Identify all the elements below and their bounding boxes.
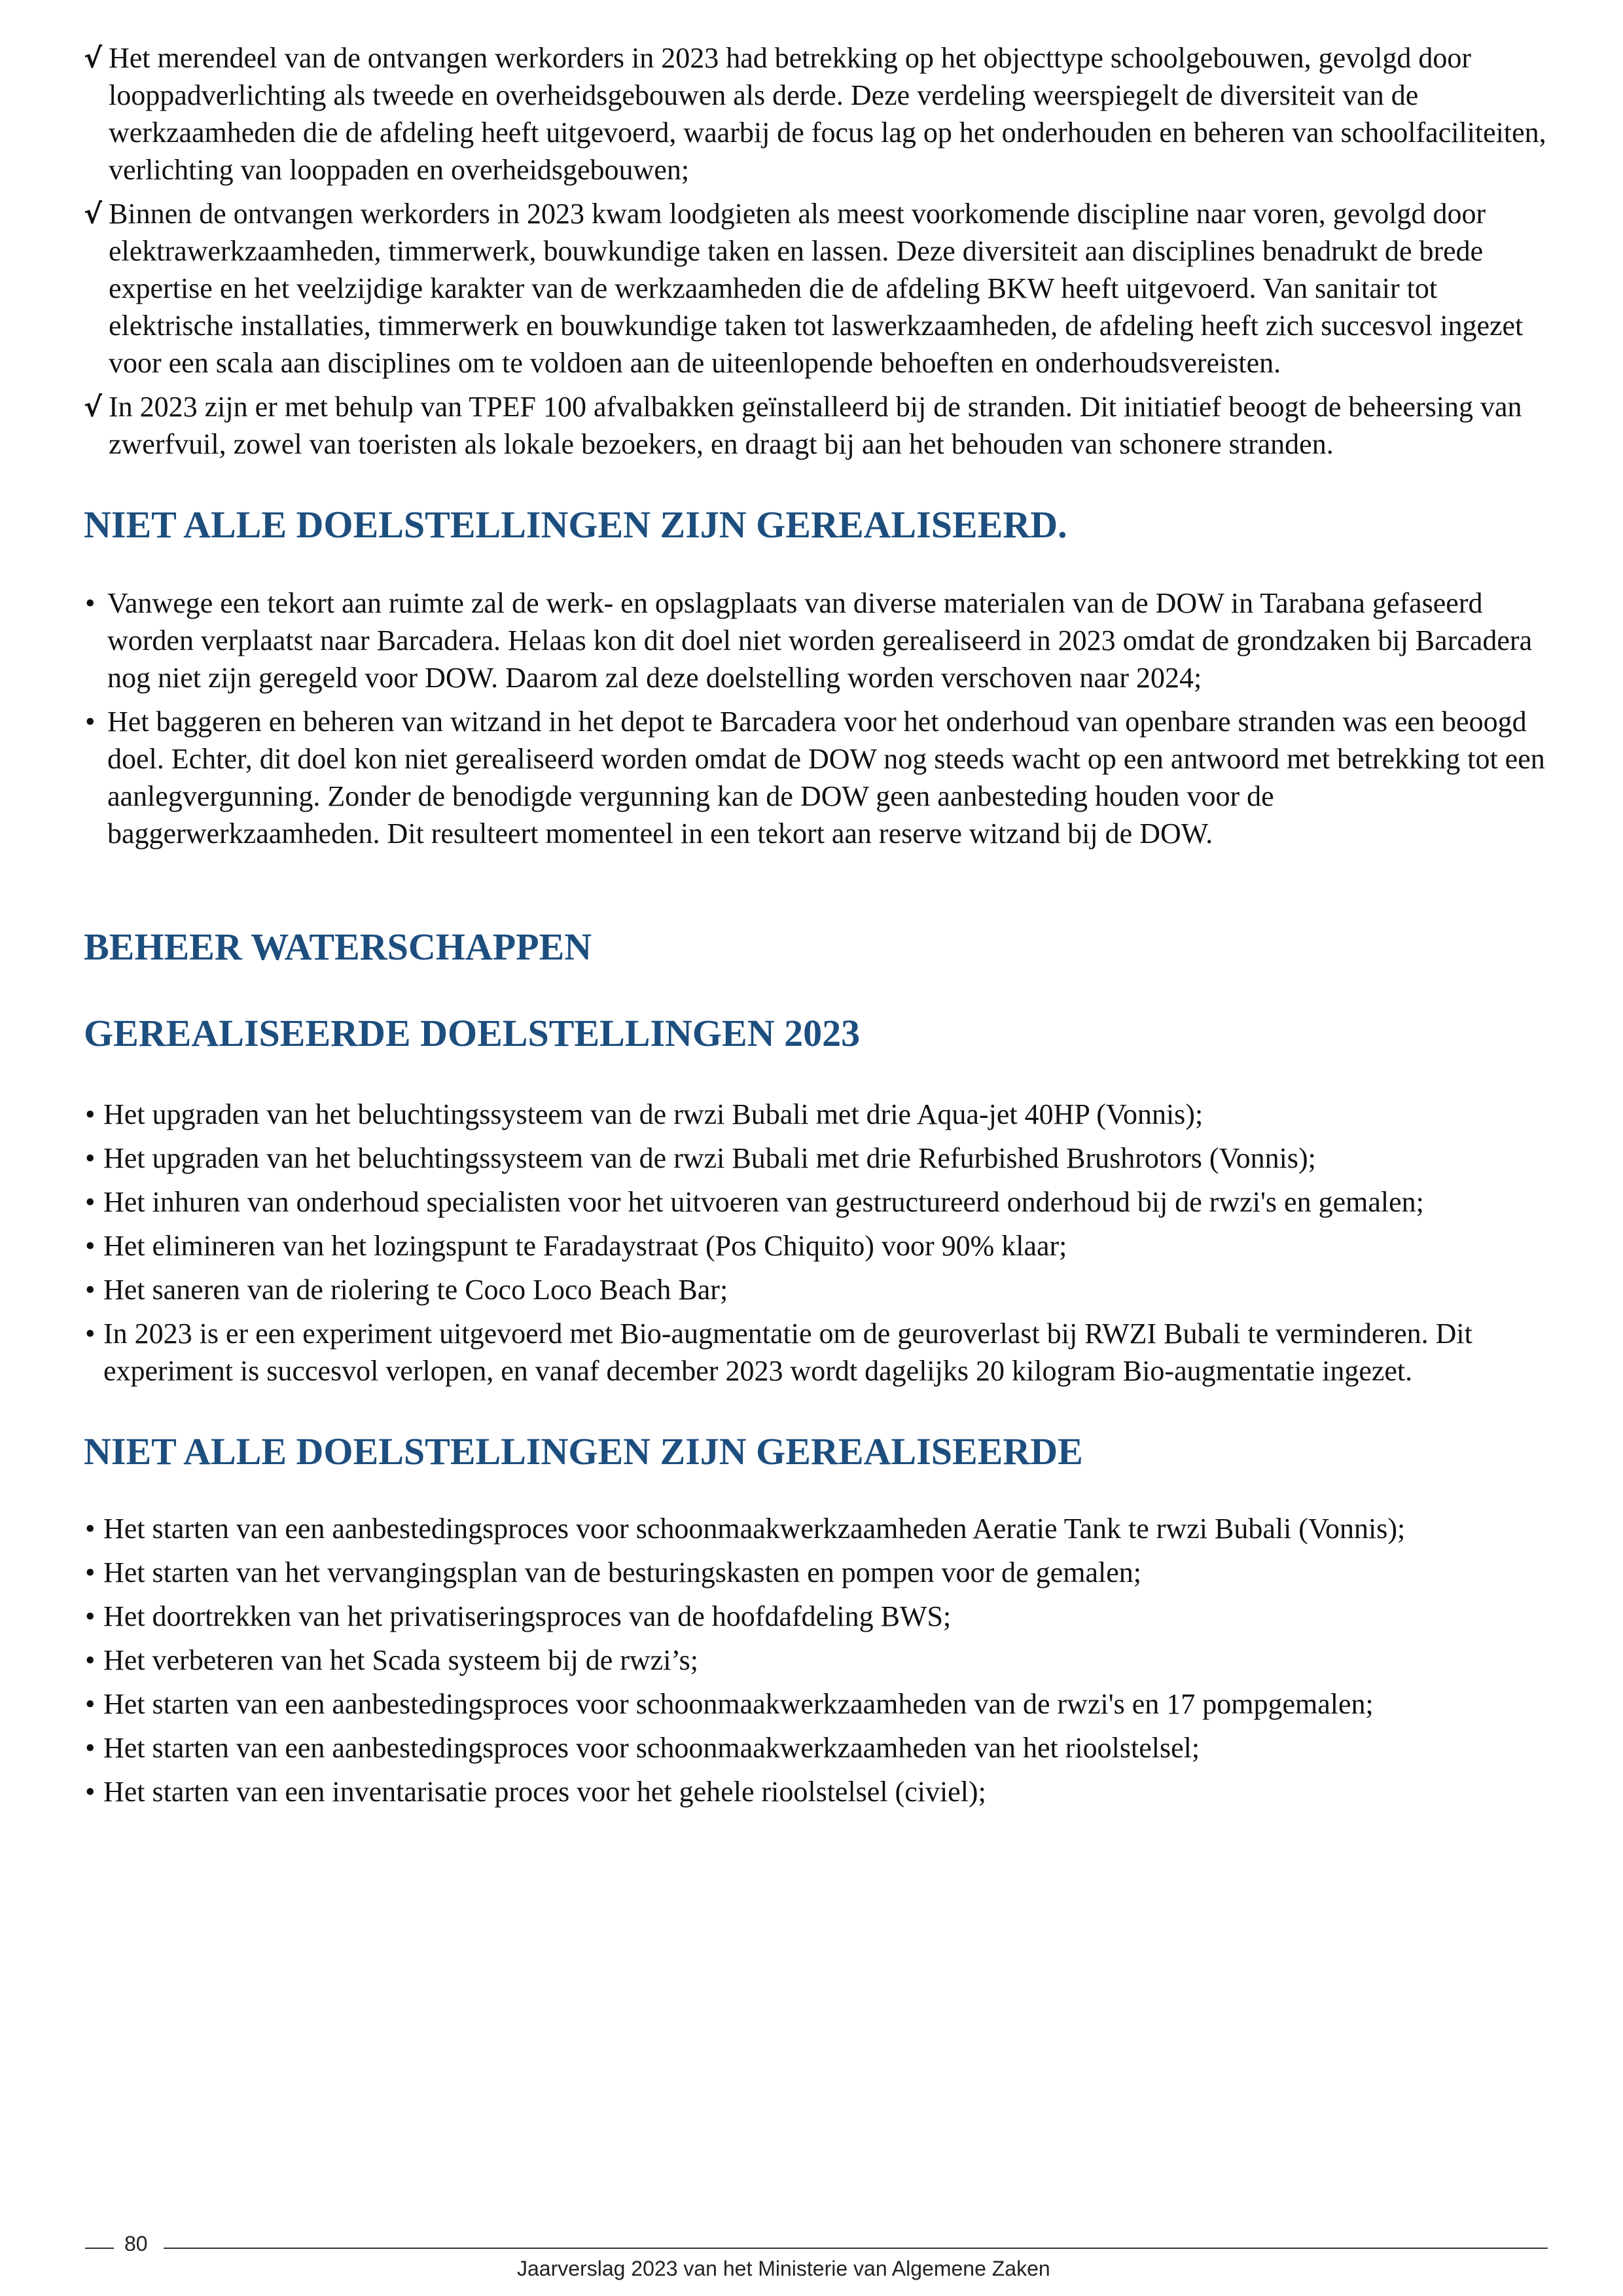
list-item bbox=[84, 1227, 1550, 1265]
list-item-text: Het elimineren van het lozingspunt te Faradaystraat (Pos Chiquito) voor 90% klaar; bbox=[103, 1230, 1067, 1262]
bullet-icon: • bbox=[85, 1318, 96, 1350]
list-item bbox=[84, 584, 1550, 696]
section-heading-not-realised-water: NIET ALLE DOELSTELLINGEN ZIJN GEREALISEERDE bbox=[84, 1430, 1083, 1473]
list-item bbox=[84, 1641, 1550, 1679]
bullet-icon: • bbox=[85, 1600, 96, 1632]
list-item-text: Het upgraden van het beluchtingssysteem van de rwzi Bubali met drie Aqua-jet 40HP (Vonnis); bbox=[103, 1098, 1204, 1130]
list-item bbox=[84, 39, 1550, 188]
not-realised-water-list bbox=[84, 1510, 1550, 1810]
bullet-icon: • bbox=[85, 706, 96, 738]
realised-list bbox=[84, 1096, 1550, 1390]
list-item-text: Het starten van een aanbestedingsproces voor schoonmaakwerkzaamheden Aeratie Tank te rwzi Bubali (Vonnis); bbox=[103, 1513, 1406, 1545]
list-item-text: Binnen de ontvangen werkorders in 2023 kwam loodgieten als meest voorkomende discipline naar voren, gevolgd door elektrawerkzaamheden, timmerwerk, bouwkundige taken en lassen. Deze diversiteit aan disciplines benadrukt de brede expertise en het veelzijdige karakter van de werkzaamheden die de afdeling BKW heeft uitgevoerd. Van sanitair tot elektrische installaties, timmerwerk en bouwkundige taken tot laswerkzaamheden, de afdeling heeft zich succesvol ingezet voor een scala aan disciplines om te voldoen aan de uiteenlopende behoeften en onderhoudsvereisten. bbox=[109, 198, 1524, 379]
list-item bbox=[84, 1139, 1550, 1177]
list-item bbox=[84, 195, 1550, 382]
bullet-icon: • bbox=[85, 1513, 96, 1545]
list-item-text: Het starten van het vervangingsplan van de besturingskasten en pompen voor de gemalen; bbox=[103, 1556, 1141, 1588]
bullet-icon: • bbox=[85, 1732, 96, 1764]
bullet-icon: • bbox=[85, 1274, 96, 1306]
list-item-text: Het inhuren van onderhoud specialisten voor het uitvoeren van gestructureerd onderhoud bij de rwzi's en gemalen; bbox=[103, 1186, 1424, 1218]
list-item-text: Het merendeel van de ontvangen werkorders in 2023 had betrekking op het objecttype schoolgebouwen, gevolgd door looppadverlichting als tweede en overheidsgebouwen als derde. Deze verdeling weerspiegelt de diversiteit van de werkzaamheden die de afdeling heeft uitgevoerd, waarbij de focus lag op het onderhouden en beheren van schoolfaciliteiten, verlichting van looppaden en overheidsgebouwen; bbox=[109, 42, 1546, 186]
section-heading-beheer-waterschappen: BEHEER WATERSCHAPPEN bbox=[84, 925, 592, 968]
section-heading-not-realised: NIET ALLE DOELSTELLINGEN ZIJN GEREALISEERD. bbox=[84, 503, 1067, 546]
list-item-text: Het saneren van de riolering te Coco Loco Beach Bar; bbox=[103, 1274, 728, 1306]
list-item-text: In 2023 zijn er met behulp van TPEF 100 afvalbakken geïnstalleerd bij de stranden. Dit initiatief beoogt de beheersing van zwerfvuil, zowel van toeristen als lokale bezoekers, en draagt bij aan het behouden van schonere stranden. bbox=[109, 391, 1522, 460]
list-item bbox=[84, 1554, 1550, 1591]
list-item-text: Vanwege een tekort aan ruimte zal de werk- en opslagplaats van diverse materialen van de DOW in Tarabana gefaseerd worden verplaatst naar Barcadera. Helaas kon dit doel niet worden gerealiseerd in 2023 omdat de grondzaken bij Barcadera nog niet zijn geregeld voor DOW. Daarom zal deze doelstelling worden verschoven naar 2024; bbox=[107, 587, 1533, 694]
bullet-icon: • bbox=[85, 1688, 96, 1720]
bullet-icon: • bbox=[85, 1098, 96, 1130]
page-content bbox=[84, 39, 1550, 1817]
list-item-text: Het upgraden van het beluchtingssysteem van de rwzi Bubali met drie Refurbished Brushrotors (Vonnis); bbox=[103, 1142, 1316, 1174]
page-number: 80 bbox=[124, 2232, 148, 2255]
list-item bbox=[84, 1096, 1550, 1133]
section-subheading-realised-2023: GEREALISEERDE DOELSTELLINGEN 2023 bbox=[84, 1012, 861, 1054]
footer-dash-divider bbox=[85, 2248, 114, 2249]
bullet-icon: • bbox=[85, 1230, 96, 1262]
list-item bbox=[84, 1685, 1550, 1723]
list-item bbox=[84, 1183, 1550, 1221]
bullet-icon: • bbox=[85, 1186, 96, 1218]
list-item bbox=[84, 1729, 1550, 1767]
list-item-text: Het verbeteren van het Scada systeem bij de rwzi’s; bbox=[103, 1644, 699, 1676]
list-item-text: Het doortrekken van het privatiseringsproces van de hoofdafdeling BWS; bbox=[103, 1600, 952, 1632]
list-item-text: Het starten van een inventarisatie proces voor het gehele rioolstelsel (civiel); bbox=[103, 1776, 986, 1808]
footer-divider bbox=[164, 2248, 1548, 2249]
checkmark-icon: √ bbox=[84, 391, 103, 423]
bullet-icon: • bbox=[85, 1644, 96, 1676]
checkmark-icon: √ bbox=[84, 198, 103, 230]
list-item-text: Het baggeren en beheren van witzand in het depot te Barcadera voor het onderhoud van openbare stranden was een beoogd doel. Echter, dit doel kon niet gerealiseerd worden omdat de DOW nog steeds wacht op een antwoord met betrekking tot een aanlegvergunning. Zonder de benodigde vergunning kan de DOW geen aanbesteding houden voor de baggerwerkzaamheden. Dit resulteert momenteel in een tekort aan reserve witzand bij de DOW. bbox=[107, 706, 1545, 850]
list-item-text: In 2023 is er een experiment uitgevoerd met Bio-augmentatie om de geuroverlast bij RWZI Bubali te verminderen. Dit experiment is succesvol verlopen, en vanaf december 2023 wordt dagelijks 20 kilogram Bio-augmentatie ingezet. bbox=[103, 1318, 1472, 1387]
achievements-list bbox=[84, 39, 1550, 463]
bullet-icon: • bbox=[85, 1142, 96, 1174]
list-item-text: Het starten van een aanbestedingsproces voor schoonmaakwerkzaamheden van het rioolstelsel; bbox=[103, 1732, 1200, 1764]
checkmark-icon: √ bbox=[84, 42, 103, 74]
bullet-icon: • bbox=[85, 1556, 96, 1588]
list-item-text: Het starten van een aanbestedingsproces voor schoonmaakwerkzaamheden van de rwzi's en 17 pompgemalen; bbox=[103, 1688, 1374, 1720]
list-item bbox=[84, 1598, 1550, 1635]
list-item bbox=[84, 388, 1550, 463]
list-item bbox=[84, 1315, 1550, 1390]
list-item bbox=[84, 1271, 1550, 1308]
list-item bbox=[84, 1773, 1550, 1810]
footer-title: Jaarverslag 2023 van het Ministerie van Algemene Zaken bbox=[517, 2257, 1050, 2280]
list-item bbox=[84, 703, 1550, 852]
bullet-icon: • bbox=[85, 587, 96, 619]
not-realised-list bbox=[84, 584, 1550, 852]
bullet-icon: • bbox=[85, 1776, 96, 1808]
list-item bbox=[84, 1510, 1550, 1547]
